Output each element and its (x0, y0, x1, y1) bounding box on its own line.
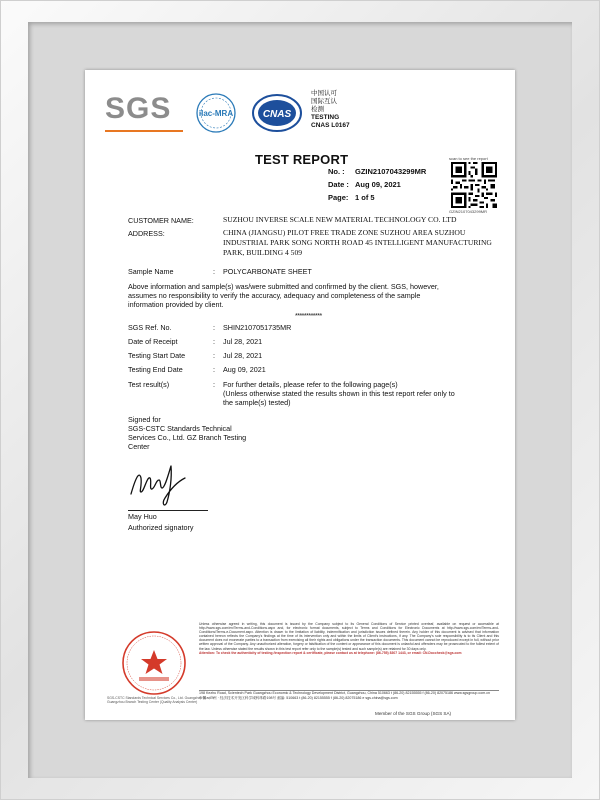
signed-for-line-1: Signed for (128, 415, 161, 424)
testing-start-colon: : (213, 351, 215, 360)
disclaimer-line-3: information provided by client. (128, 300, 224, 309)
sgs-logo-underline (105, 130, 183, 132)
testing-end-label: Testing End Date (128, 365, 183, 374)
signed-for-block (128, 415, 246, 451)
signed-for-line-3: Services Co., Ltd. GZ Branch Testing (128, 433, 247, 442)
qr-code-icon[interactable] (451, 162, 497, 208)
cnas-logo (251, 92, 303, 134)
terms-text: Unless otherwise agreed in writing, this document is issued by the Company subject to its General Conditions of Service printed overleaf, available on request or accessible at http://www.sgs.com/en/Terms-and-Conditions.aspx and, for electronic format documents, subject to Terms and Conditions for Electronic Documents at http://www.sgs.com/en/Terms-and-Conditions/Terms-e-Document.aspx. Attention is drawn to the limitation of liability, indemnification and jurisdiction issues defined therein. Any holder of this document is advised that information contained hereon reflects the Company's findings at the time of its intervention only and within the limits of Client's instructions, if any. The Company's sole responsibility is to its Client and this document does not exonerate parties to a transaction from exercising all their rights and obligations under the transaction documents. This document cannot be reproduced except in full, without prior written approval of the Company. Any unauthorized alteration, forgery or falsification of the content or appearance of this document is unlawful and offenders may be prosecuted to the fullest extent of the law. Unless otherwise stated the results shown in this test report refer only to the sample(s) tested and such sample(s) are retained for 30 days only. (199, 622, 499, 651)
testing-start-label: Testing Start Date (128, 351, 186, 360)
footer-address-cn: 中国 · 广州 · 经济技术开发区科学城科珠路198号 邮编: 510663 t (86-20) 82155555 f (86-20) 82075186 e sgs.china@sgs.com (199, 696, 398, 700)
report-title: TEST REPORT (255, 152, 349, 167)
report-page-value: 1 of 5 (355, 193, 375, 202)
cnas-accreditation-block (311, 90, 350, 130)
cnas-cn-line-3: 检测 (311, 106, 324, 113)
ilac-mra-logo (193, 92, 239, 134)
customer-name-value: SUZHOU INVERSE SCALE NEW MATERIAL TECHNOLOGY CO. LTD (223, 215, 457, 224)
test-result-line-2: (Unless otherwise stated the results shown in this test report refer only to (223, 389, 455, 398)
handwritten-signature (125, 458, 195, 510)
address-value (223, 228, 492, 258)
address-line-2: INDUSTRIAL PARK SONG NORTH ROAD 45 INTELLIGENT MANUFACTURING (223, 238, 492, 247)
certificate-page (85, 70, 515, 720)
signed-for-line-2: SGS-CSTC Standards Technical (128, 424, 232, 433)
cnas-number: CNAS L0167 (311, 122, 350, 129)
test-result-colon: : (213, 380, 215, 389)
signatory-title: Authorized signatory (128, 523, 194, 532)
report-no-label: No. : (328, 167, 345, 176)
sgs-logo (105, 92, 183, 132)
address-line-3: PARK, BUILDING 4 509 (223, 248, 303, 257)
signed-for-line-4: Center (128, 442, 150, 451)
ilac-logo-text: ilac-MRA (198, 109, 234, 118)
signatory-name: May Huo (128, 512, 157, 521)
seal-caption-line-2: Guangzhou Branch Testing Center (Quality Analysis Center) (107, 700, 198, 704)
test-result-line-3: the sample(s) tested) (223, 398, 291, 407)
qr-id: GZIN2107043299MR (449, 209, 488, 214)
report-date-value: Aug 09, 2021 (355, 180, 401, 189)
test-result-value (223, 380, 483, 407)
qr-caption: scan to see the report (449, 156, 488, 161)
receipt-date-label: Date of Receipt (128, 337, 178, 346)
footer-address-en: 198 Kezhu Road, Scientech Park Guangzhou Economic & Technology Development District, Guangzhou, China 510663 t (86-20) 82155555 f (86-20) 82075186 www.sgsgroup.com.cn (199, 691, 491, 695)
sgs-group-membership: Member of the SGS Group (SGS SA) (375, 711, 452, 716)
test-result-label: Test result(s) (128, 380, 170, 389)
sample-disclaimer (128, 282, 478, 309)
disclaimer-line-1: Above information and sample(s) was/were submitted and confirmed by the client. SGS, however, (128, 282, 439, 291)
testing-end-colon: : (213, 365, 215, 374)
test-result-line-1: For further details, please refer to the following page(s) (223, 380, 398, 389)
company-seal-stamp (121, 630, 187, 696)
cnas-cn-line-2: 国际互认 (311, 98, 337, 105)
section-separator: ************ (295, 313, 322, 320)
sample-name-colon: : (213, 267, 215, 276)
disclaimer-line-2: assumes no responsibility to verify the accuracy, adequacy and completeness of the sample (128, 291, 421, 300)
testing-end-value: Aug 09, 2021 (223, 365, 266, 374)
cnas-cn-line-1: 中国认可 (311, 90, 337, 97)
footer-address-bar (199, 690, 499, 701)
ref-no-label: SGS Ref. No. (128, 323, 172, 332)
receipt-date-value: Jul 28, 2021 (223, 337, 263, 346)
customer-name-label: CUSTOMER NAME: (128, 216, 194, 225)
address-line-1: CHINA (JIANGSU) PILOT FREE TRADE ZONE SUZHOU AREA SUZHOU (223, 228, 466, 237)
sample-name-value: POLYCARBONATE SHEET (223, 267, 312, 276)
report-date-label: Date : (328, 180, 349, 189)
terms-fine-print (199, 622, 499, 655)
ref-no-value: SHIN2107051735MR (223, 323, 292, 332)
receipt-date-colon: : (213, 337, 215, 346)
cnas-logo-text: CNAS (262, 109, 292, 120)
report-page-label: Page: (328, 193, 349, 202)
ref-no-colon: : (213, 323, 215, 332)
sample-name-label: Sample Name (128, 267, 174, 276)
address-label: ADDRESS: (128, 229, 165, 238)
authenticity-attention: Attention: To check the authenticity of testing /inspection report & certificate, please contact us at telephone: (86-755) 8307 1443, or email: CN.Doccheck@sgs.com (199, 650, 462, 655)
cnas-testing-label: TESTING (311, 114, 340, 121)
report-no-value: GZIN2107043299MR (355, 167, 427, 176)
signature-line (128, 510, 208, 511)
testing-start-value: Jul 28, 2021 (223, 351, 263, 360)
sgs-logo-text: SGS (105, 92, 172, 125)
seal-caption-line-1: SGS-CSTC Standards Technical Services Co., Ltd. Guangzhou Branch (107, 696, 214, 700)
